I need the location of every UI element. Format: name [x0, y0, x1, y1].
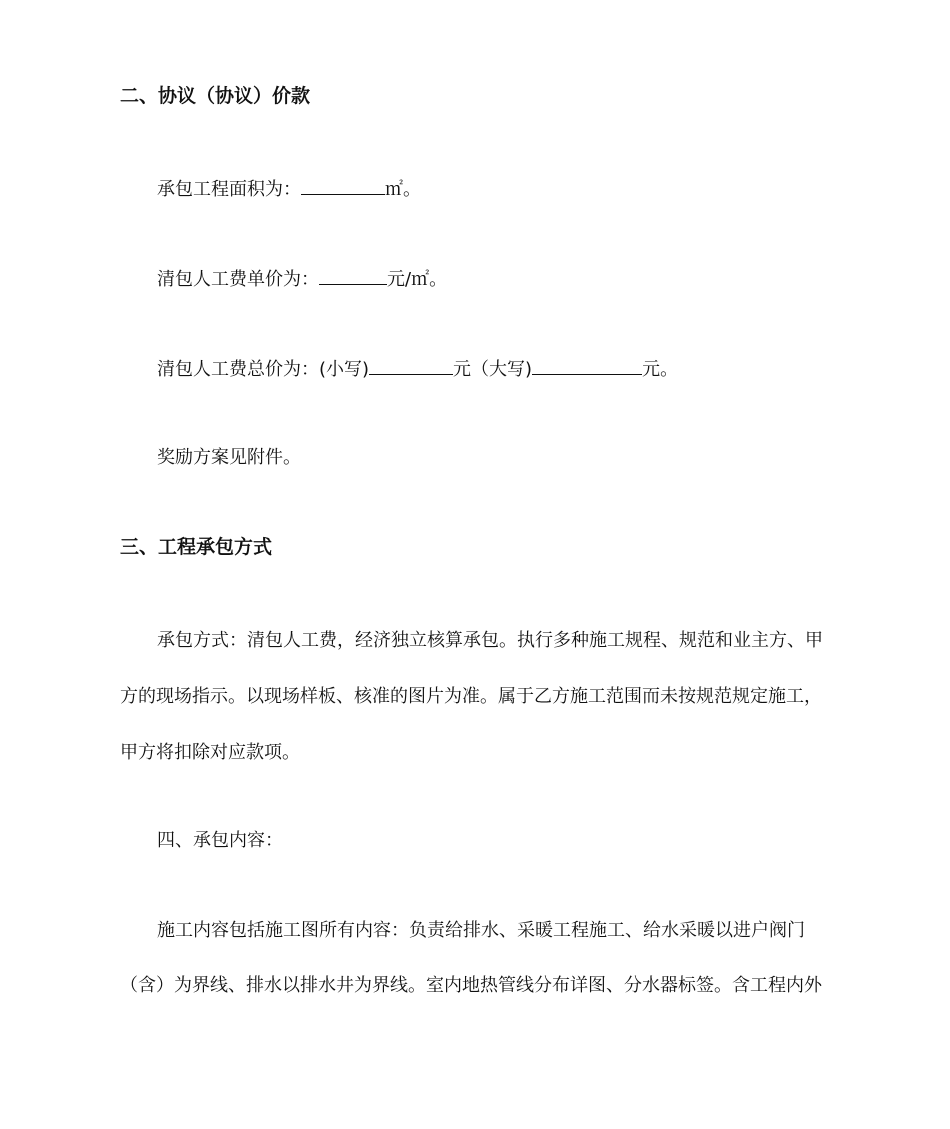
- area-unit: ㎡。: [385, 179, 421, 200]
- unit-price-blank[interactable]: [319, 266, 387, 285]
- section4-heading: 四、承包内容：: [157, 830, 283, 851]
- section4-para-line1: 施工内容包括施工图所有内容：负责给排水、采暖工程施工、给水采暖以进户阀门: [157, 920, 805, 941]
- area-line: [157, 176, 421, 202]
- unit-price-label: 清包人工费单价为：: [157, 269, 319, 290]
- unit-price-line: [157, 266, 447, 292]
- section3-heading: 三、工程承包方式: [120, 536, 273, 558]
- area-label: 承包工程面积为：: [157, 179, 301, 200]
- area-blank[interactable]: [301, 176, 385, 195]
- total-lowercase-blank[interactable]: [369, 356, 453, 375]
- section3-para-line1: 承包方式：清包人工费，经济独立核算承包。执行多种施工规程、规范和业主方、甲: [157, 630, 823, 651]
- unit-price-unit: 元/㎡。: [387, 269, 448, 290]
- total-uppercase-blank[interactable]: [532, 356, 642, 375]
- total-price-mid: 元（大写): [453, 359, 533, 380]
- section3-para-line3: 甲方将扣除对应款项。: [120, 742, 300, 763]
- section4-para-line2: （含）为界线、排水以排水井为界线。室内地热管线分布详图、分水器标签。含工程内外: [120, 975, 822, 996]
- total-price-label: 清包人工费总价为：(小写): [157, 359, 370, 380]
- total-price-unit: 元。: [642, 359, 679, 380]
- bonus-line: 奖励方案见附件。: [157, 447, 301, 468]
- total-price-line: [157, 356, 678, 382]
- section3-para-line2: 方的现场指示。以现场样板、核准的图片为准。属于乙方施工范围而未按规范规定施工，: [120, 686, 822, 707]
- section2-heading: 二、协议（协议）价款: [120, 85, 311, 107]
